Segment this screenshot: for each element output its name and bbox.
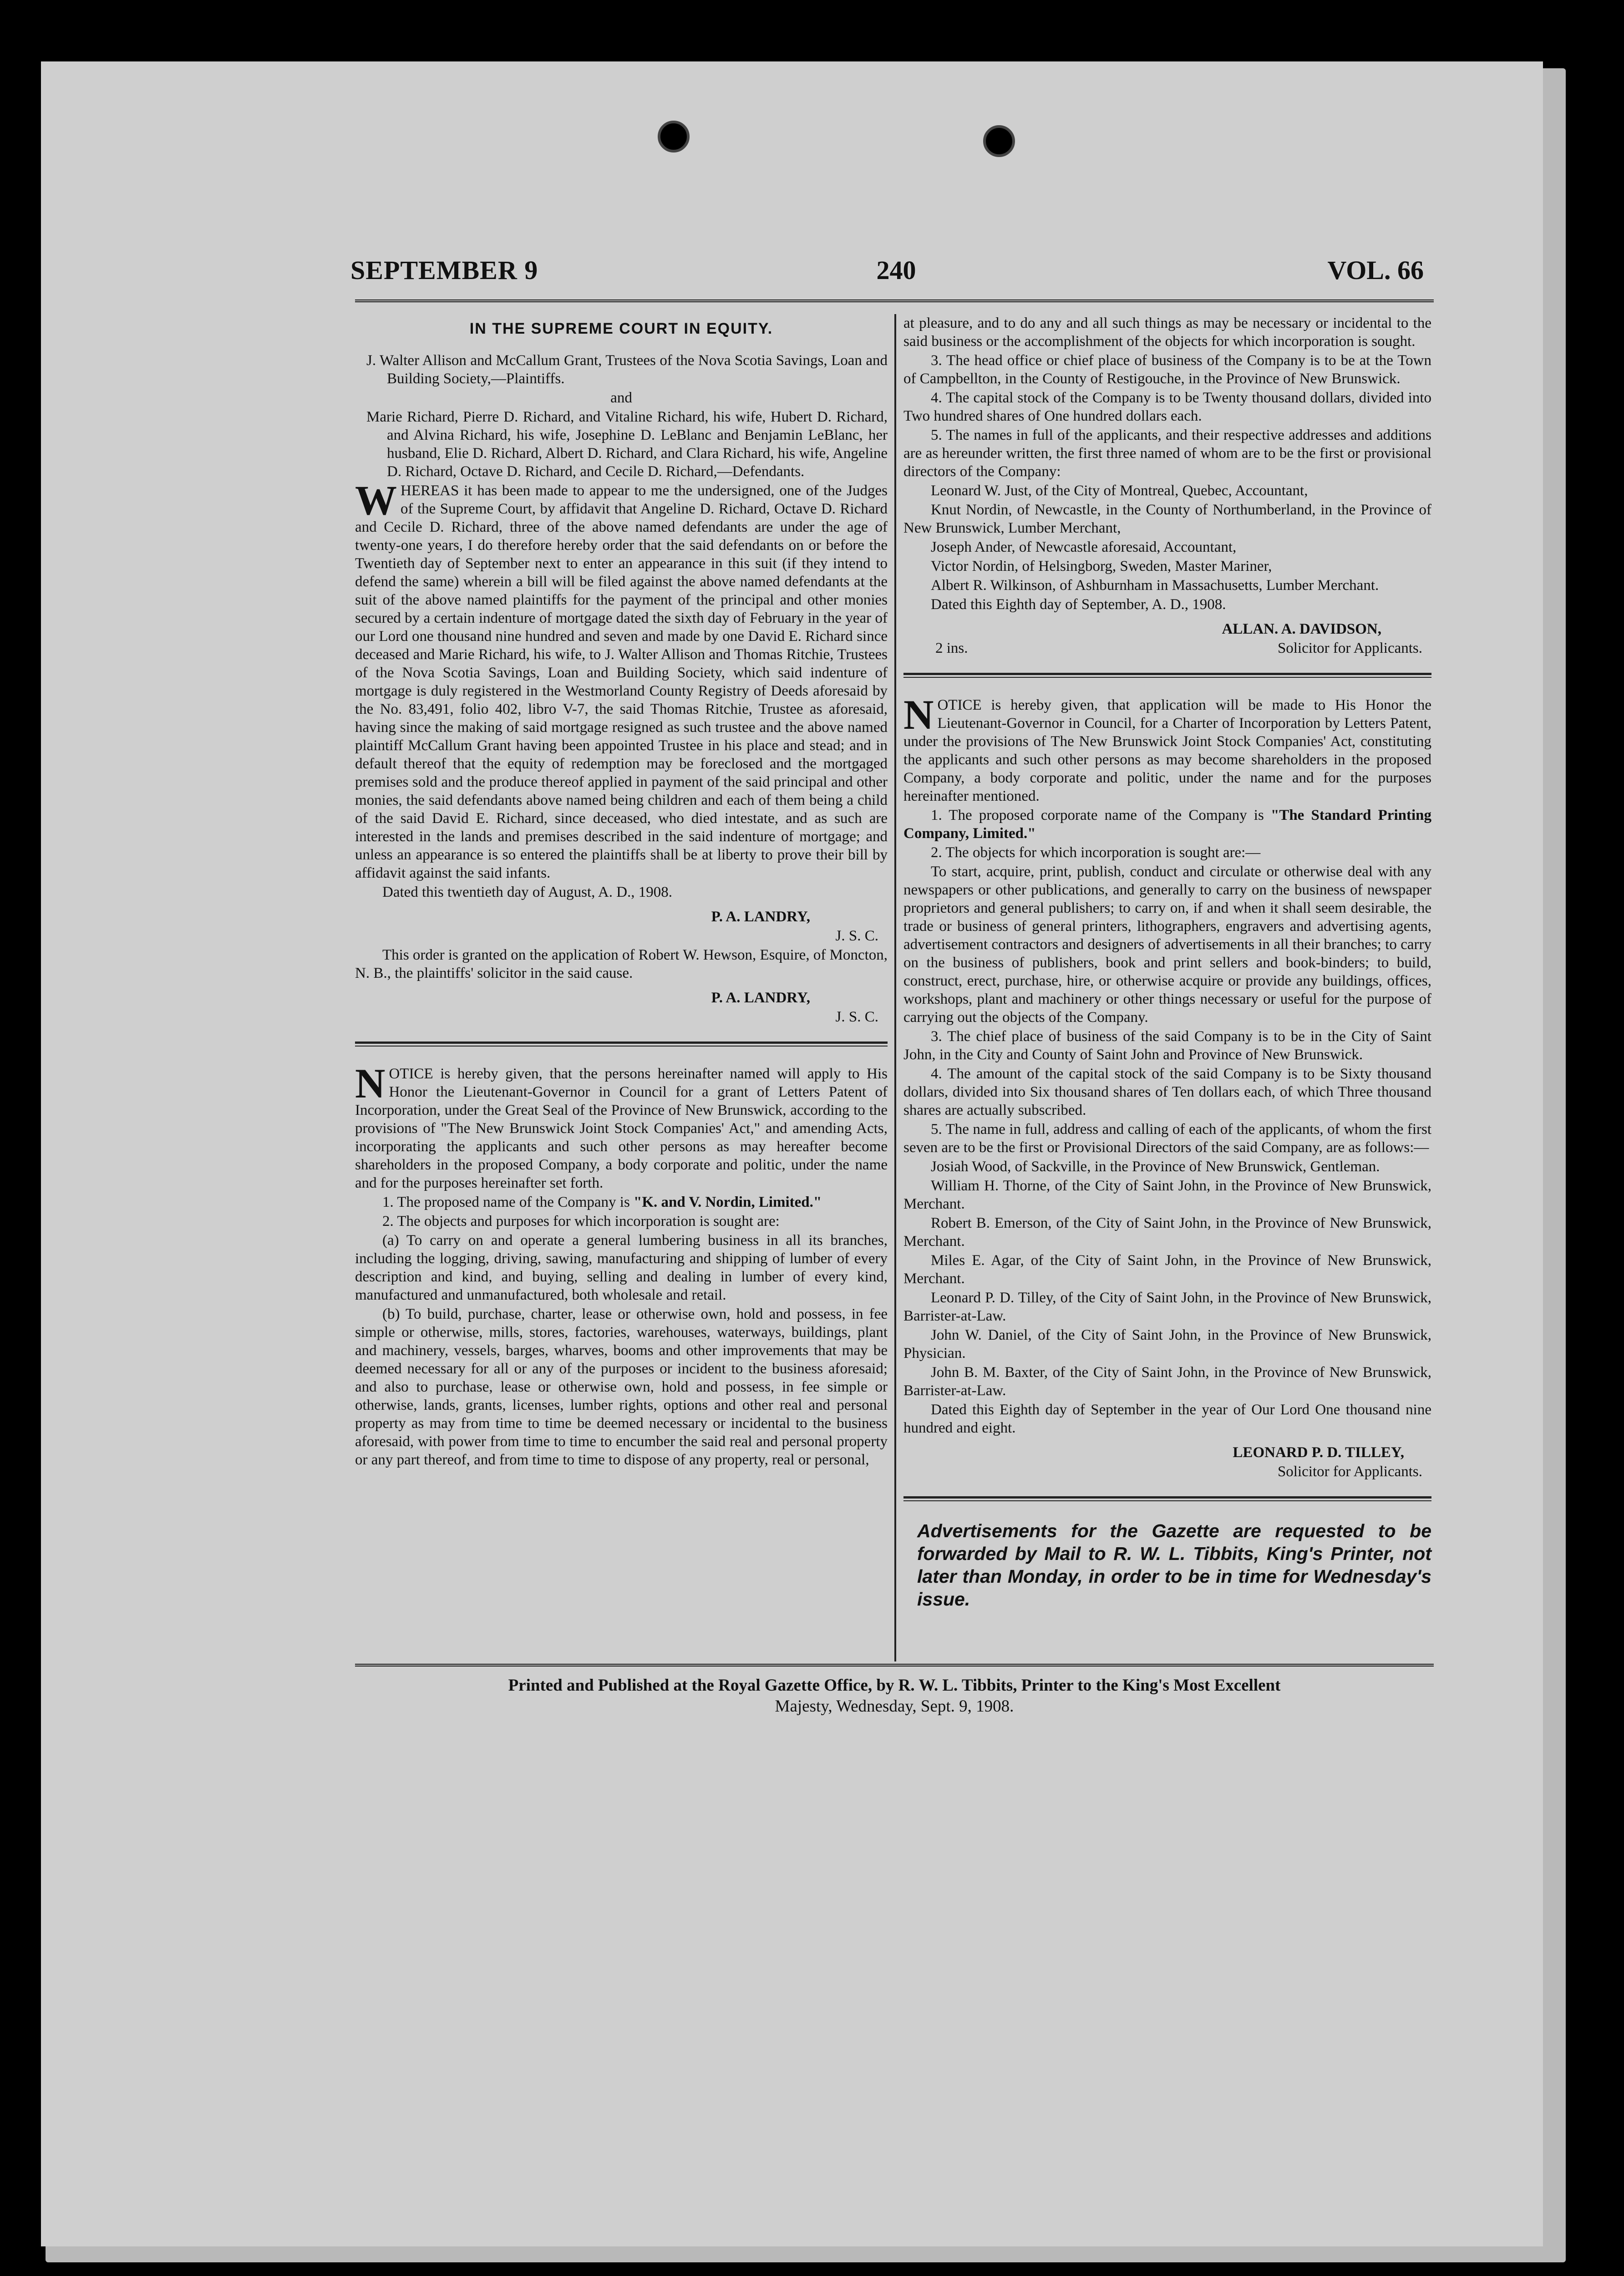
- applicant-entry: Leonard W. Just, of the City of Montreal, Quebec, Accountant,: [931, 483, 1308, 499]
- printing-notice-paragraph: [903, 691, 1431, 805]
- nordin-item-1: [355, 1193, 888, 1211]
- dated-line: Dated this twentieth day of August, A. D., 1908.: [382, 884, 673, 900]
- nordin-notice-paragraph: [355, 1060, 888, 1192]
- item-text: 1. The proposed name of the Company is: [382, 1194, 634, 1210]
- and-label: and: [610, 390, 632, 406]
- signature-landry-2: P. A. LANDRY,: [711, 990, 810, 1006]
- imprint-line-2: Majesty, Wednesday, Sept. 9, 1908.: [775, 1697, 1014, 1716]
- signature-tilley: LEONARD P. D. TILLEY,: [1233, 1444, 1404, 1461]
- applicant-entry: John W. Daniel, of the City of Saint John, in the Province of New Brunswick, Physician.: [903, 1327, 1431, 1362]
- right-column: [903, 314, 1431, 1611]
- signature-title-tilley: Solicitor for Applicants.: [1277, 1463, 1422, 1480]
- printing-item-1: [903, 806, 1431, 843]
- company-name: "The Standard Printing Company, Limited.": [903, 807, 1431, 842]
- advertisement-notice: Advertisements for the Gazette are requested to be forwarded by Mail to R. W. L. Tibbits, King's Printer, not later than Monday, in order to be in time for Wednesday's issue.: [917, 1520, 1431, 1610]
- drop-cap: N: [903, 691, 934, 738]
- printing-item-3: 3. The chief place of business of the said Company is to be in the City of Saint John, in the City and County of Saint John and Province of New Brunswick.: [903, 1028, 1431, 1063]
- header-page-number: 240: [876, 255, 916, 285]
- header-date: SEPTEMBER 9: [350, 255, 538, 285]
- nordin-notice-text: OTICE is hereby given, that the persons hereinafter named will apply to His Honor the Lieutenant-Governor in Council for a grant of Letters Patent of Incorporation, under the Great Seal of the Province of New Brunswick, according to the provisions of "The New Brunswick Joint Stock Companies' Act," and amending Acts, incorporating the applicants and such other persons as may hereafter become shareholders in the proposed Company, a body corporate and politic, under the name and for the purposes hereinafter set forth.: [355, 1066, 888, 1191]
- whereas-paragraph: [355, 477, 888, 882]
- nordin-item-5: 5. The names in full of the applicants, and their respective addresses and additions are as hereunder written, the first three named of whom are to be the first or provisional directors of the Company:: [903, 427, 1431, 480]
- printing-notice-text: OTICE is hereby given, that application will be made to His Honor the Lieutenant-Governor in Council, for a Charter of Incorporation by Letters Patent, under the provisions of The New Brunswick Joint Stock Companies' Act, constituting the applicants and such other persons as may become shareholders in the proposed Company, a body corporate and politic, under the name and for the purposes hereinafter mentioned.: [903, 697, 1431, 804]
- applicant-entry: Victor Nordin, of Helsingborg, Sweden, Master Mariner,: [931, 558, 1272, 574]
- nordin-item-2: 2. The objects and purposes for which incorporation is sought are:: [382, 1213, 780, 1229]
- nordin-item-4: 4. The capital stock of the Company is to be Twenty thousand dollars, divided into Two hundred shares of One hundred dollars each.: [903, 390, 1431, 424]
- continuation-text: at pleasure, and to do any and all such things as may be necessary or incidental to the said business or the accomplishment of the objects for which incorporation is sought.: [903, 315, 1431, 350]
- signature-title-davidson: Solicitor for Applicants.: [1277, 640, 1422, 656]
- applicant-entry: John B. M. Baxter, of the City of Saint John, in the Province of New Brunswick, Barrister-at-Law.: [903, 1364, 1431, 1399]
- left-column: [355, 314, 888, 1470]
- dated-line: Dated this Eighth day of September in the year of Our Lord One thousand nine hundred and eight.: [903, 1402, 1431, 1436]
- header-rule: [355, 300, 1434, 302]
- nordin-item-3: 3. The head office or chief place of business of the Company is to be at the Town of Campbellton, in the County of Restigouche, in the Province of New Brunswick.: [903, 352, 1431, 387]
- imprint-footer: [355, 1675, 1434, 1717]
- item-text: 1. The proposed corporate name of the Company is: [931, 807, 1271, 823]
- printing-objects: To start, acquire, print, publish, conduct and circulate or otherwise deal with any newspapers or other publications, and generally to carry on the business of newspaper proprietors and general publishers; to carry on, if and when it shall seem desirable, the trade or business of general printers, lithographers, engravers and advertising agents, advertisement contractors and designers of advertisements in all their branches; to carry on the business of publishers, book and print sellers and book-binders; to build, construct, erect, purchase, hire, or otherwise acquire or provide any buildings, offices, workshops, plant and machinery or other things necessary or useful for the purpose of carrying out the objects of the Company.: [903, 864, 1431, 1026]
- insertions-note: 2 ins.: [935, 640, 968, 656]
- drop-cap: N: [355, 1060, 386, 1107]
- signature-landry-1: P. A. LANDRY,: [711, 909, 810, 925]
- page-header: [350, 255, 1442, 291]
- imprint-line-1: Printed and Published at the Royal Gazette Office, by R. W. L. Tibbits, Printer to the King's Most Excellent: [508, 1676, 1281, 1695]
- defendants: Marie Richard, Pierre D. Richard, and Vitaline Richard, his wife, Hubert D. Richard, and Alvina Richard, his wife, Josephine D. LeBlanc and Benjamin LeBlanc, her husband, Elie D. Richard, Albert D. Richard, and Clara Richard, his wife, Angeline D. Richard, Octave D. Richard, and Cecile D. Richard,—Defendants.: [366, 409, 888, 480]
- order-note: This order is granted on the application of Robert W. Hewson, Esquire, of Moncton, N. B., the plaintiffs' solicitor in the said cause.: [355, 947, 888, 981]
- applicant-entry: Joseph Ander, of Newcastle aforesaid, Accountant,: [931, 539, 1237, 555]
- printing-item-2: 2. The objects for which incorporation is sought are:—: [931, 844, 1261, 861]
- applicant-entry: Knut Nordin, of Newcastle, in the County of Northumberland, in the Province of New Brunswick, Lumber Merchant,: [903, 502, 1431, 536]
- applicant-entry: Josiah Wood, of Sackville, in the Province of New Brunswick, Gentleman.: [931, 1158, 1380, 1175]
- section-divider: [355, 1041, 888, 1047]
- court-title: IN THE SUPREME COURT IN EQUITY.: [469, 320, 773, 337]
- signature-title-1: J. S. C.: [835, 928, 878, 944]
- punch-hole-right: [983, 125, 1015, 157]
- signature-title-2: J. S. C.: [835, 1009, 878, 1025]
- section-divider: [903, 1496, 1431, 1501]
- printing-item-5: 5. The name in full, address and calling of each of the applicants, of whom the first seven are to be the first or Provisional Directors of the said Company, are as follows:—: [903, 1121, 1431, 1156]
- applicant-entry: Miles E. Agar, of the City of Saint John, in the Province of New Brunswick, Merchant.: [903, 1252, 1431, 1287]
- whereas-text: HEREAS it has been made to appear to me the undersigned, one of the Judges of the Supreme Court, by affidavit that Angeline D. Richard, Octave D. Richard and Cecile D. Richard, three of the above named defendants are under the age of twenty-one years, I do therefore hereby order that the said defendants on or before the Twentieth day of September next to enter an appearance in this suit (if they intend to defend the same) wherein a bill will be filed against the above named defendants at the suit of the above named plaintiffs for the payment of the principal and other monies secured by a certain indenture of mortgage dated the sixth day of February in the year of our Lord one thousand nine hundred and seven and made by one David E. Richard since deceased and Marie Richard, his wife, to J. Walter Allison and Thomas Ritchie, Trustees of the Nova Scotia Savings, Loan and Building Society, which said indenture of mortgage is duly registered in the Westmorland County Registry of Deeds aforesaid by the No. 83,491, folio 402, libro V-7, the said Thomas Ritchie, Trustee as aforesaid, having since the making of said mortgage resigned as such trustee and the above named plaintiff McCallum Grant having been appointed Trustee in his place and stead; and in default thereof that the equity of redemption may be foreclosed and the mortgaged premises sold and the produce thereof applied in payment of the said principal and other monies, the said defendants above named being children and each of them being a child of the said David E. Richard, since deceased, who died intestate, and as such are interested in the lands and premises described in the said indenture of mortgage; and unless an appearance is so entered the plaintiffs shall be at liberty to prove their bill by affidavit against the said infants.: [355, 483, 888, 881]
- applicant-entry: Robert B. Emerson, of the City of Saint John, in the Province of New Brunswick, Merchant.: [903, 1215, 1431, 1250]
- dated-line: Dated this Eighth day of September, A. D., 1908.: [931, 596, 1226, 613]
- footer-rule: [355, 1664, 1434, 1666]
- applicant-entry: William H. Thorne, of the City of Saint John, in the Province of New Brunswick, Merchant.: [903, 1178, 1431, 1212]
- header-volume: VOL. 66: [1327, 255, 1424, 285]
- plaintiffs: J. Walter Allison and McCallum Grant, Trustees of the Nova Scotia Savings, Loan and Building Society,—Plaintiffs.: [366, 352, 888, 387]
- column-divider: [894, 314, 896, 1661]
- applicant-entry: Leonard P. D. Tilley, of the City of Saint John, in the Province of New Brunswick, Barrister-at-Law.: [903, 1290, 1431, 1324]
- section-divider: [903, 673, 1431, 678]
- signature-davidson: ALLAN. A. DAVIDSON,: [1222, 621, 1381, 637]
- nordin-item-b: (b) To build, purchase, charter, lease or otherwise own, hold and possess, in fee simple or otherwise, mills, stores, factories, warehouses, waterways, buildings, plant and machinery, vessels, barges, wharves, booms and other improvements that may be deemed necessary for all or any of the purposes or incident to the business aforesaid; and also to purchase, lease or otherwise own, hold and possess, in fee simple or otherwise, lands, grants, licenses, lumber rights, options and other real and personal property as may from time to time be deemed necessary or incidental to the business aforesaid, with power from time to time to encumber the said real and personal property or any part thereof, and from time to time to dispose of any property, real or personal,: [355, 1306, 888, 1468]
- applicant-entry: Albert R. Wilkinson, of Ashburnham in Massachusetts, Lumber Merchant.: [931, 577, 1379, 594]
- insertions-line: [903, 639, 1431, 657]
- punch-hole-left: [658, 121, 690, 152]
- printing-item-4: 4. The amount of the capital stock of the said Company is to be Sixty thousand dollars, divided into Six thousand shares of Ten dollars each, of which Three thousand shares are actually subscribed.: [903, 1066, 1431, 1118]
- drop-cap: W: [355, 477, 397, 523]
- nordin-item-a: (a) To carry on and operate a general lumbering business in all its branches, including the logging, driving, sawing, manufacturing and shipping of lumber of every description and kind, and buying, selling and dealing in lumber of every kind, manufactured and unmanufactured, both wholesale and retail.: [355, 1232, 888, 1303]
- company-name: "K. and V. Nordin, Limited.": [634, 1194, 822, 1210]
